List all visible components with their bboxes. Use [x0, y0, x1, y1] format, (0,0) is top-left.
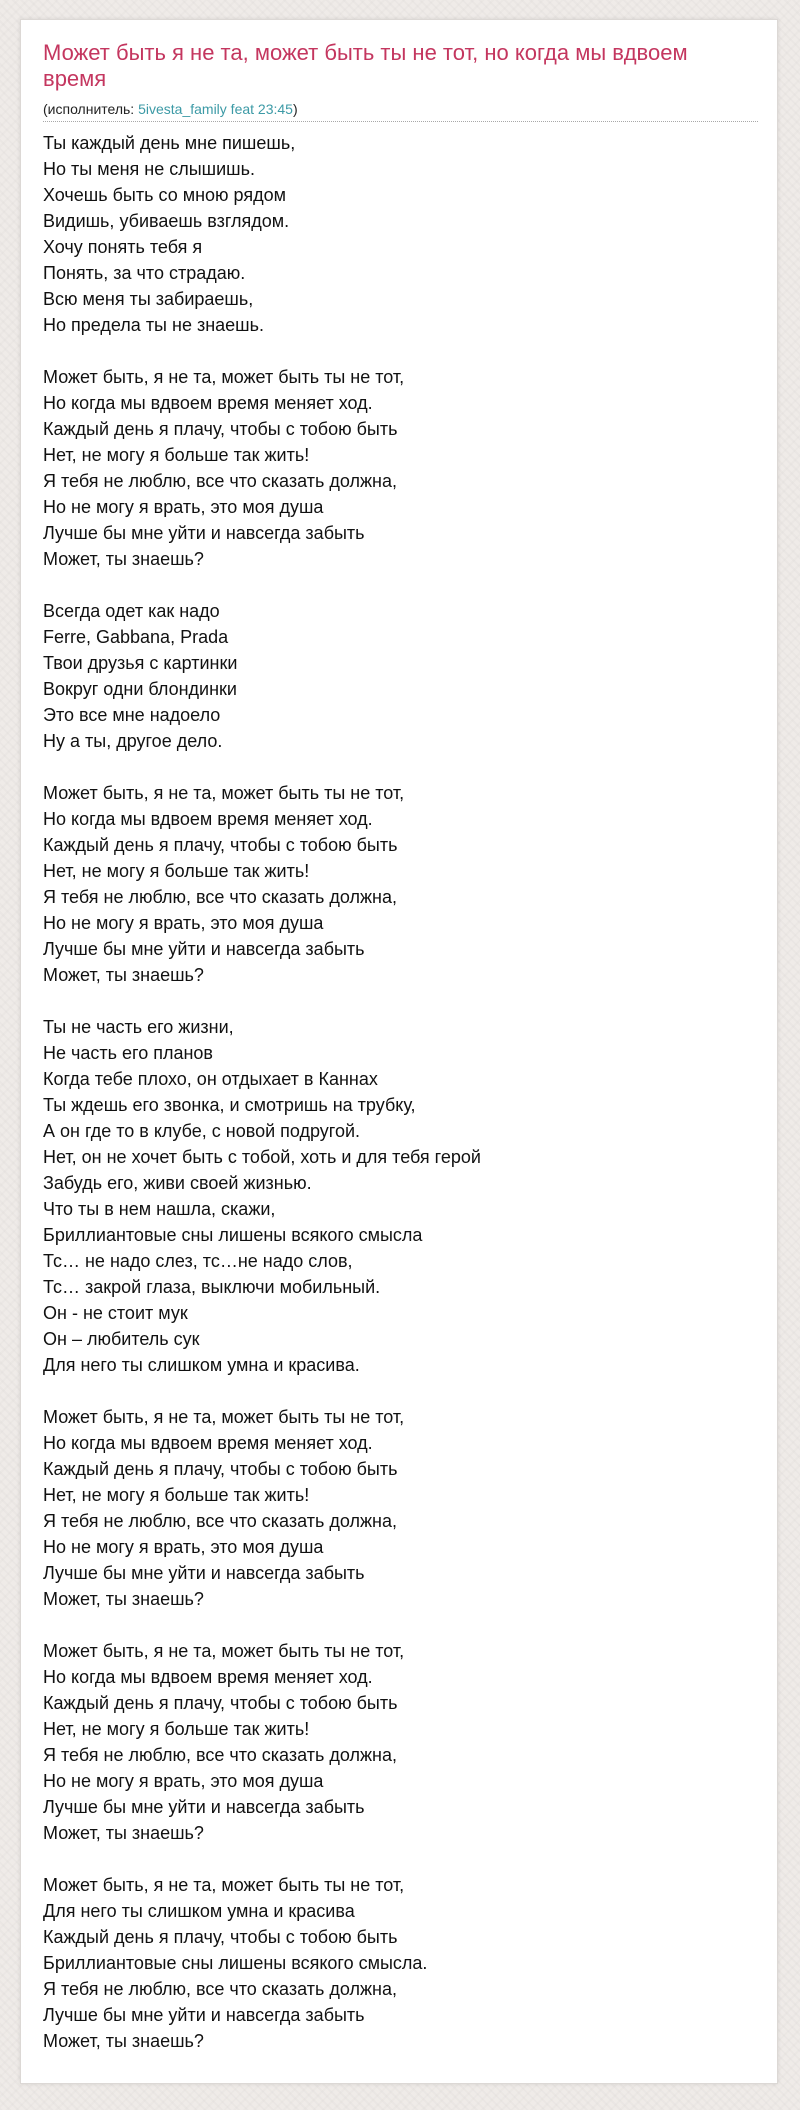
lyric-line: Нет, не могу я больше так жить!	[43, 445, 310, 465]
lyric-line: Может, ты знаешь?	[43, 1589, 204, 1609]
artist-prefix: (исполнитель:	[43, 101, 139, 117]
lyric-line: Может быть, я не та, может быть ты не тот,	[43, 367, 405, 387]
lyric-line: Но когда мы вдвоем время меняет ход.	[43, 1667, 373, 1687]
lyric-line: Тс… закрой глаза, выключи мобильный.	[43, 1277, 381, 1297]
lyric-line: Вокруг одни блондинки	[43, 679, 237, 699]
stanza-gap	[43, 1378, 758, 1404]
lyric-line: Может, ты знаешь?	[43, 2031, 204, 2051]
lyric-line: А он где то в клубе, с новой подругой.	[43, 1121, 361, 1141]
lyric-line: Нет, не могу я больше так жить!	[43, 1719, 310, 1739]
stanza	[43, 364, 758, 572]
lyric-line: Может, ты знаешь?	[43, 1823, 204, 1843]
lyric-line: Лучше бы мне уйти и навсегда забыть	[43, 939, 365, 959]
lyric-line: Не часть его планов	[43, 1043, 213, 1063]
lyric-line: Лучше бы мне уйти и навсегда забыть	[43, 1563, 365, 1583]
lyric-line: Ну а ты, другое дело.	[43, 731, 223, 751]
song-title: Может быть я не та, может быть ты не тот, но когда мы вдвоем время	[43, 40, 688, 91]
lyric-line: Нет, не могу я больше так жить!	[43, 1485, 310, 1505]
lyric-line: Хочу понять тебя я	[43, 237, 203, 257]
lyrics-body	[43, 130, 758, 2054]
stanza	[43, 598, 758, 754]
lyric-line: Всю меня ты забираешь,	[43, 289, 254, 309]
stanza-gap	[43, 572, 758, 598]
lyric-line: Нет, не могу я больше так жить!	[43, 861, 310, 881]
lyric-line: Но не могу я врать, это моя душа	[43, 913, 324, 933]
stanza	[43, 1872, 758, 2054]
lyric-line: Твои друзья с картинки	[43, 653, 238, 673]
lyric-line: Тс… не надо слез, тс…не надо слов,	[43, 1251, 353, 1271]
stanza	[43, 130, 758, 338]
lyrics-card	[20, 19, 778, 2084]
lyric-line: Может быть, я не та, может быть ты не тот,	[43, 1407, 405, 1427]
lyric-line: Понять, за что страдаю.	[43, 263, 246, 283]
lyric-line: Хочешь быть со мною рядом	[43, 185, 286, 205]
stanza	[43, 780, 758, 988]
stanza-gap	[43, 1612, 758, 1638]
stanza	[43, 1404, 758, 1612]
lyric-line: Может быть, я не та, может быть ты не тот,	[43, 1641, 405, 1661]
lyric-line: Но когда мы вдвоем время меняет ход.	[43, 809, 373, 829]
lyric-line: Но когда мы вдвоем время меняет ход.	[43, 1433, 373, 1453]
lyric-line: Но не могу я врать, это моя душа	[43, 497, 324, 517]
lyric-line: Но предела ты не знаешь.	[43, 315, 264, 335]
lyric-line: Может быть, я не та, может быть ты не тот,	[43, 783, 405, 803]
lyric-line: Лучше бы мне уйти и навсегда забыть	[43, 1797, 365, 1817]
lyric-line: Я тебя не люблю, все что сказать должна,	[43, 1979, 397, 1999]
lyric-line: Но ты меня не слышишь.	[43, 159, 255, 179]
lyric-line: Но не могу я врать, это моя душа	[43, 1771, 324, 1791]
stanza-gap	[43, 988, 758, 1014]
lyric-line: Бриллиантовые сны лишены всякого смысла.	[43, 1953, 428, 1973]
lyric-line: Нет, он не хочет быть с тобой, хоть и для тебя герой	[43, 1147, 481, 1167]
lyric-line: Когда тебе плохо, он отдыхает в Каннах	[43, 1069, 378, 1089]
lyric-line: Ferre, Gabbana, Prada	[43, 627, 229, 647]
lyric-line: Я тебя не люблю, все что сказать должна,	[43, 471, 397, 491]
lyric-line: Я тебя не люблю, все что сказать должна,	[43, 1511, 397, 1531]
lyric-line: Я тебя не люблю, все что сказать должна,	[43, 1745, 397, 1765]
lyric-line: Забудь его, живи своей жизнью.	[43, 1173, 312, 1193]
lyric-line: Для него ты слишком умна и красива	[43, 1901, 355, 1921]
lyric-line: Может, ты знаешь?	[43, 549, 204, 569]
lyric-line: Но когда мы вдвоем время меняет ход.	[43, 393, 373, 413]
lyric-line: Ты каждый день мне пишешь,	[43, 133, 296, 153]
artist-line	[43, 101, 758, 122]
lyric-line: Ты не часть его жизни,	[43, 1017, 234, 1037]
lyric-line: Что ты в нем нашла, скажи,	[43, 1199, 276, 1219]
stanza	[43, 1638, 758, 1846]
lyric-line: Каждый день я плачу, чтобы с тобою быть	[43, 419, 398, 439]
lyric-line: Каждый день я плачу, чтобы с тобою быть	[43, 1459, 398, 1479]
stanza-gap	[43, 338, 758, 364]
lyric-line: Лучше бы мне уйти и навсегда забыть	[43, 2005, 365, 2025]
stanza-gap	[43, 1846, 758, 1872]
lyric-line: Всегда одет как надо	[43, 601, 220, 621]
lyric-line: Каждый день я плачу, чтобы с тобою быть	[43, 1693, 398, 1713]
lyric-line: Ты ждешь его звонка, и смотришь на трубку,	[43, 1095, 416, 1115]
lyric-line: Для него ты слишком умна и красива.	[43, 1355, 360, 1375]
lyric-line: Я тебя не люблю, все что сказать должна,	[43, 887, 397, 907]
lyric-line: Он - не стоит мук	[43, 1303, 188, 1323]
lyric-line: Каждый день я плачу, чтобы с тобою быть	[43, 1927, 398, 1947]
stanza-gap	[43, 754, 758, 780]
lyric-line: Может быть, я не та, может быть ты не тот,	[43, 1875, 405, 1895]
lyric-line: Это все мне надоело	[43, 705, 221, 725]
lyric-line: Но не могу я врать, это моя душа	[43, 1537, 324, 1557]
lyric-line: Видишь, убиваешь взглядом.	[43, 211, 290, 231]
artist-suffix: )	[292, 101, 298, 117]
lyric-line: Лучше бы мне уйти и навсегда забыть	[43, 523, 365, 543]
lyric-line: Может, ты знаешь?	[43, 965, 204, 985]
lyric-line: Он – любитель сук	[43, 1329, 200, 1349]
stanza	[43, 1014, 758, 1378]
artist-link[interactable]: 5ivesta_family feat 23:45	[138, 101, 293, 117]
lyric-line: Каждый день я плачу, чтобы с тобою быть	[43, 835, 398, 855]
lyric-line: Бриллиантовые сны лишены всякого смысла	[43, 1225, 423, 1245]
